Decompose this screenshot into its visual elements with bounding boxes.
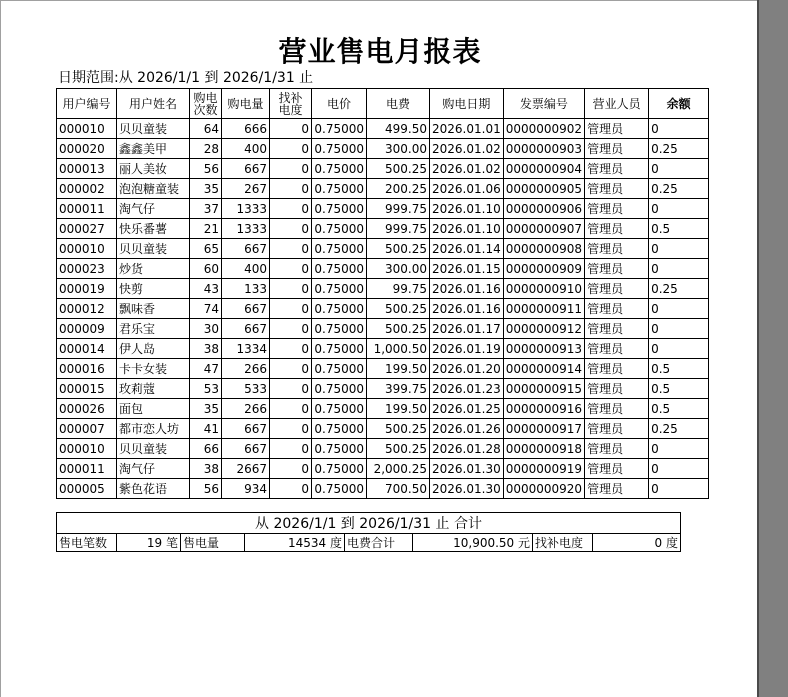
cell-fee: 2,000.25 [367,459,430,479]
sales-table [56,88,709,499]
cell-buy-amount: 266 [222,359,270,379]
summary-table [56,512,681,552]
cell-invoice: 0000000908 [503,239,584,259]
cell-price: 0.75000 [312,479,367,499]
cell-buy-count: 56 [190,159,222,179]
cell-invoice: 0000000903 [503,139,584,159]
cell-subsidy: 0 [270,479,312,499]
cell-user-id: 000026 [57,399,117,419]
table-row [57,239,709,259]
cell-user-name: 淘气仔 [117,199,190,219]
cell-balance: 0.5 [649,379,709,399]
cell-operator: 管理员 [585,259,649,279]
cell-date: 2026.01.25 [430,399,504,419]
cell-fee: 500.25 [367,439,430,459]
cell-operator: 管理员 [585,419,649,439]
cell-price: 0.75000 [312,359,367,379]
cell-balance: 0.5 [649,399,709,419]
cell-buy-count: 53 [190,379,222,399]
cell-user-id: 000020 [57,139,117,159]
cell-buy-amount: 267 [222,179,270,199]
page-top-border [0,0,760,1]
cell-invoice: 0000000915 [503,379,584,399]
cell-operator: 管理员 [585,479,649,499]
cell-operator: 管理员 [585,379,649,399]
summary-header: 从 2026/1/1 到 2026/1/31 止 合计 [57,513,681,534]
cell-buy-amount: 934 [222,479,270,499]
cell-user-id: 000014 [57,339,117,359]
table-row [57,399,709,419]
cell-subsidy: 0 [270,319,312,339]
cell-invoice: 0000000914 [503,359,584,379]
cell-subsidy: 0 [270,339,312,359]
table-row [57,179,709,199]
cell-price: 0.75000 [312,119,367,139]
cell-subsidy: 0 [270,379,312,399]
cell-balance: 0 [649,439,709,459]
summary-subsidy-label: 找补电度 [533,534,593,552]
summary-subsidy-value: 0 度 [593,534,681,552]
cell-balance: 0 [649,299,709,319]
cell-price: 0.75000 [312,419,367,439]
cell-operator: 管理员 [585,119,649,139]
col-fee: 电费 [367,89,430,119]
cell-invoice: 0000000905 [503,179,584,199]
cell-buy-count: 30 [190,319,222,339]
cell-date: 2026.01.16 [430,279,504,299]
cell-operator: 管理员 [585,359,649,379]
col-user-name: 用户姓名 [117,89,190,119]
cell-subsidy: 0 [270,219,312,239]
cell-subsidy: 0 [270,199,312,219]
col-balance: 余额 [649,89,709,119]
viewer-background [759,0,788,697]
cell-buy-count: 38 [190,459,222,479]
cell-fee: 500.25 [367,239,430,259]
cell-balance: 0 [649,479,709,499]
cell-buy-amount: 667 [222,439,270,459]
cell-buy-count: 64 [190,119,222,139]
report-title: 营业售电月报表 [278,35,482,68]
cell-operator: 管理员 [585,279,649,299]
cell-balance: 0.5 [649,219,709,239]
cell-date: 2026.01.30 [430,479,504,499]
cell-balance: 0 [649,339,709,359]
table-row [57,479,709,499]
cell-user-id: 000010 [57,439,117,459]
cell-date: 2026.01.06 [430,179,504,199]
table-row [57,439,709,459]
cell-user-id: 000012 [57,299,117,319]
cell-price: 0.75000 [312,379,367,399]
cell-operator: 管理员 [585,319,649,339]
cell-balance: 0 [649,259,709,279]
cell-date: 2026.01.28 [430,439,504,459]
cell-user-name: 泡泡糖童装 [117,179,190,199]
cell-price: 0.75000 [312,279,367,299]
cell-subsidy: 0 [270,399,312,419]
cell-date: 2026.01.01 [430,119,504,139]
cell-user-id: 000011 [57,199,117,219]
cell-operator: 管理员 [585,439,649,459]
cell-user-name: 紫色花语 [117,479,190,499]
cell-buy-count: 37 [190,199,222,219]
cell-date: 2026.01.23 [430,379,504,399]
cell-user-id: 000005 [57,479,117,499]
cell-buy-amount: 1334 [222,339,270,359]
cell-invoice: 0000000912 [503,319,584,339]
summary-amount-value: 14534 度 [245,534,345,552]
cell-user-id: 000027 [57,219,117,239]
cell-balance: 0.25 [649,179,709,199]
cell-operator: 管理员 [585,199,649,219]
cell-subsidy: 0 [270,279,312,299]
table-header-row [57,89,709,119]
cell-invoice: 0000000919 [503,459,584,479]
cell-user-name: 飘味香 [117,299,190,319]
cell-date: 2026.01.26 [430,419,504,439]
table-row [57,159,709,179]
cell-user-id: 000016 [57,359,117,379]
cell-fee: 199.50 [367,399,430,419]
cell-buy-amount: 667 [222,319,270,339]
cell-fee: 199.50 [367,359,430,379]
cell-invoice: 0000000910 [503,279,584,299]
table-row [57,139,709,159]
summary-fee-label: 电费合计 [345,534,413,552]
cell-buy-amount: 533 [222,379,270,399]
cell-invoice: 0000000902 [503,119,584,139]
cell-fee: 500.25 [367,419,430,439]
cell-date: 2026.01.16 [430,299,504,319]
cell-balance: 0 [649,199,709,219]
table-row [57,279,709,299]
cell-fee: 700.50 [367,479,430,499]
cell-price: 0.75000 [312,159,367,179]
cell-fee: 300.00 [367,139,430,159]
cell-user-id: 000015 [57,379,117,399]
cell-operator: 管理员 [585,399,649,419]
cell-buy-count: 60 [190,259,222,279]
cell-date: 2026.01.02 [430,159,504,179]
cell-fee: 300.00 [367,259,430,279]
cell-operator: 管理员 [585,459,649,479]
cell-price: 0.75000 [312,219,367,239]
cell-date: 2026.01.10 [430,199,504,219]
cell-invoice: 0000000916 [503,399,584,419]
cell-balance: 0 [649,239,709,259]
cell-operator: 管理员 [585,339,649,359]
cell-user-name: 快剪 [117,279,190,299]
cell-date: 2026.01.14 [430,239,504,259]
cell-operator: 管理员 [585,239,649,259]
cell-user-name: 贝贝童装 [117,119,190,139]
cell-buy-amount: 133 [222,279,270,299]
cell-user-name: 伊人岛 [117,339,190,359]
page-left-border [0,0,1,697]
cell-price: 0.75000 [312,259,367,279]
cell-user-name: 快乐番薯 [117,219,190,239]
cell-buy-amount: 667 [222,159,270,179]
cell-invoice: 0000000909 [503,259,584,279]
cell-buy-count: 21 [190,219,222,239]
cell-invoice: 0000000907 [503,219,584,239]
cell-invoice: 0000000913 [503,339,584,359]
cell-user-id: 000010 [57,239,117,259]
table-row [57,199,709,219]
cell-operator: 管理员 [585,299,649,319]
cell-price: 0.75000 [312,239,367,259]
cell-user-id: 000007 [57,419,117,439]
cell-buy-count: 56 [190,479,222,499]
cell-fee: 399.75 [367,379,430,399]
cell-price: 0.75000 [312,179,367,199]
cell-user-name: 玫莉蔻 [117,379,190,399]
cell-buy-count: 65 [190,239,222,259]
cell-subsidy: 0 [270,299,312,319]
cell-balance: 0 [649,319,709,339]
cell-invoice: 0000000904 [503,159,584,179]
cell-user-name: 丽人美妆 [117,159,190,179]
cell-subsidy: 0 [270,139,312,159]
cell-subsidy: 0 [270,159,312,179]
cell-user-id: 000023 [57,259,117,279]
cell-operator: 管理员 [585,139,649,159]
summary-amount-label: 售电量 [181,534,245,552]
cell-user-name: 都市恋人坊 [117,419,190,439]
cell-fee: 500.25 [367,319,430,339]
table-row [57,359,709,379]
cell-buy-amount: 2667 [222,459,270,479]
cell-price: 0.75000 [312,459,367,479]
cell-buy-amount: 400 [222,259,270,279]
cell-buy-count: 35 [190,399,222,419]
cell-price: 0.75000 [312,199,367,219]
cell-date: 2026.01.19 [430,339,504,359]
cell-buy-amount: 667 [222,299,270,319]
cell-buy-count: 43 [190,279,222,299]
cell-date: 2026.01.20 [430,359,504,379]
cell-buy-count: 66 [190,439,222,459]
cell-operator: 管理员 [585,159,649,179]
cell-balance: 0 [649,459,709,479]
cell-operator: 管理员 [585,179,649,199]
cell-user-name: 君乐宝 [117,319,190,339]
cell-buy-count: 47 [190,359,222,379]
table-row [57,119,709,139]
col-subsidy: 找补 电度 [270,89,312,119]
cell-balance: 0.25 [649,139,709,159]
cell-fee: 500.25 [367,159,430,179]
cell-fee: 999.75 [367,219,430,239]
cell-fee: 999.75 [367,199,430,219]
summary-count-label: 售电笔数 [57,534,117,552]
cell-invoice: 0000000906 [503,199,584,219]
table-row [57,219,709,239]
cell-date: 2026.01.10 [430,219,504,239]
table-row [57,259,709,279]
cell-fee: 1,000.50 [367,339,430,359]
cell-price: 0.75000 [312,299,367,319]
table-row [57,319,709,339]
cell-user-name: 贝贝童装 [117,439,190,459]
summary-count-value: 19 笔 [117,534,181,552]
cell-buy-count: 41 [190,419,222,439]
cell-balance: 0 [649,159,709,179]
col-buy-amount: 购电量 [222,89,270,119]
summary-fee-value: 10,900.50 元 [413,534,533,552]
cell-user-id: 000019 [57,279,117,299]
cell-user-id: 000011 [57,459,117,479]
col-buy-count: 购电 次数 [190,89,222,119]
cell-price: 0.75000 [312,399,367,419]
table-row [57,379,709,399]
col-operator: 营业人员 [585,89,649,119]
cell-user-name: 炒货 [117,259,190,279]
cell-fee: 99.75 [367,279,430,299]
cell-buy-amount: 1333 [222,199,270,219]
cell-invoice: 0000000911 [503,299,584,319]
cell-user-name: 面包 [117,399,190,419]
cell-user-id: 000002 [57,179,117,199]
table-row [57,299,709,319]
cell-user-id: 000009 [57,319,117,339]
cell-subsidy: 0 [270,239,312,259]
table-row [57,339,709,359]
cell-date: 2026.01.17 [430,319,504,339]
cell-price: 0.75000 [312,339,367,359]
cell-subsidy: 0 [270,439,312,459]
col-date: 购电日期 [430,89,504,119]
cell-buy-count: 28 [190,139,222,159]
cell-balance: 0.25 [649,279,709,299]
cell-buy-amount: 666 [222,119,270,139]
cell-user-id: 000013 [57,159,117,179]
cell-operator: 管理员 [585,219,649,239]
cell-price: 0.75000 [312,439,367,459]
cell-balance: 0 [649,119,709,139]
cell-user-name: 淘气仔 [117,459,190,479]
cell-date: 2026.01.30 [430,459,504,479]
cell-buy-amount: 1333 [222,219,270,239]
cell-price: 0.75000 [312,139,367,159]
cell-date: 2026.01.02 [430,139,504,159]
cell-user-name: 鑫鑫美甲 [117,139,190,159]
cell-buy-amount: 266 [222,399,270,419]
cell-price: 0.75000 [312,319,367,339]
table-row [57,419,709,439]
cell-invoice: 0000000917 [503,419,584,439]
summary-row [57,534,681,552]
cell-subsidy: 0 [270,179,312,199]
col-price: 电价 [312,89,367,119]
cell-buy-amount: 667 [222,239,270,259]
cell-subsidy: 0 [270,359,312,379]
cell-invoice: 0000000920 [503,479,584,499]
cell-balance: 0.25 [649,419,709,439]
cell-subsidy: 0 [270,259,312,279]
cell-fee: 200.25 [367,179,430,199]
col-invoice: 发票编号 [503,89,584,119]
cell-user-name: 卡卡女装 [117,359,190,379]
col-user-id: 用户编号 [57,89,117,119]
cell-balance: 0.5 [649,359,709,379]
cell-fee: 500.25 [367,299,430,319]
cell-buy-count: 38 [190,339,222,359]
cell-subsidy: 0 [270,419,312,439]
cell-user-name: 贝贝童装 [117,239,190,259]
date-range: 日期范围:从 2026/1/1 到 2026/1/31 止 [58,70,314,86]
cell-fee: 499.50 [367,119,430,139]
cell-buy-count: 74 [190,299,222,319]
cell-user-id: 000010 [57,119,117,139]
cell-subsidy: 0 [270,119,312,139]
cell-invoice: 0000000918 [503,439,584,459]
cell-buy-amount: 400 [222,139,270,159]
cell-subsidy: 0 [270,459,312,479]
cell-date: 2026.01.15 [430,259,504,279]
cell-buy-amount: 667 [222,419,270,439]
cell-buy-count: 35 [190,179,222,199]
table-row [57,459,709,479]
